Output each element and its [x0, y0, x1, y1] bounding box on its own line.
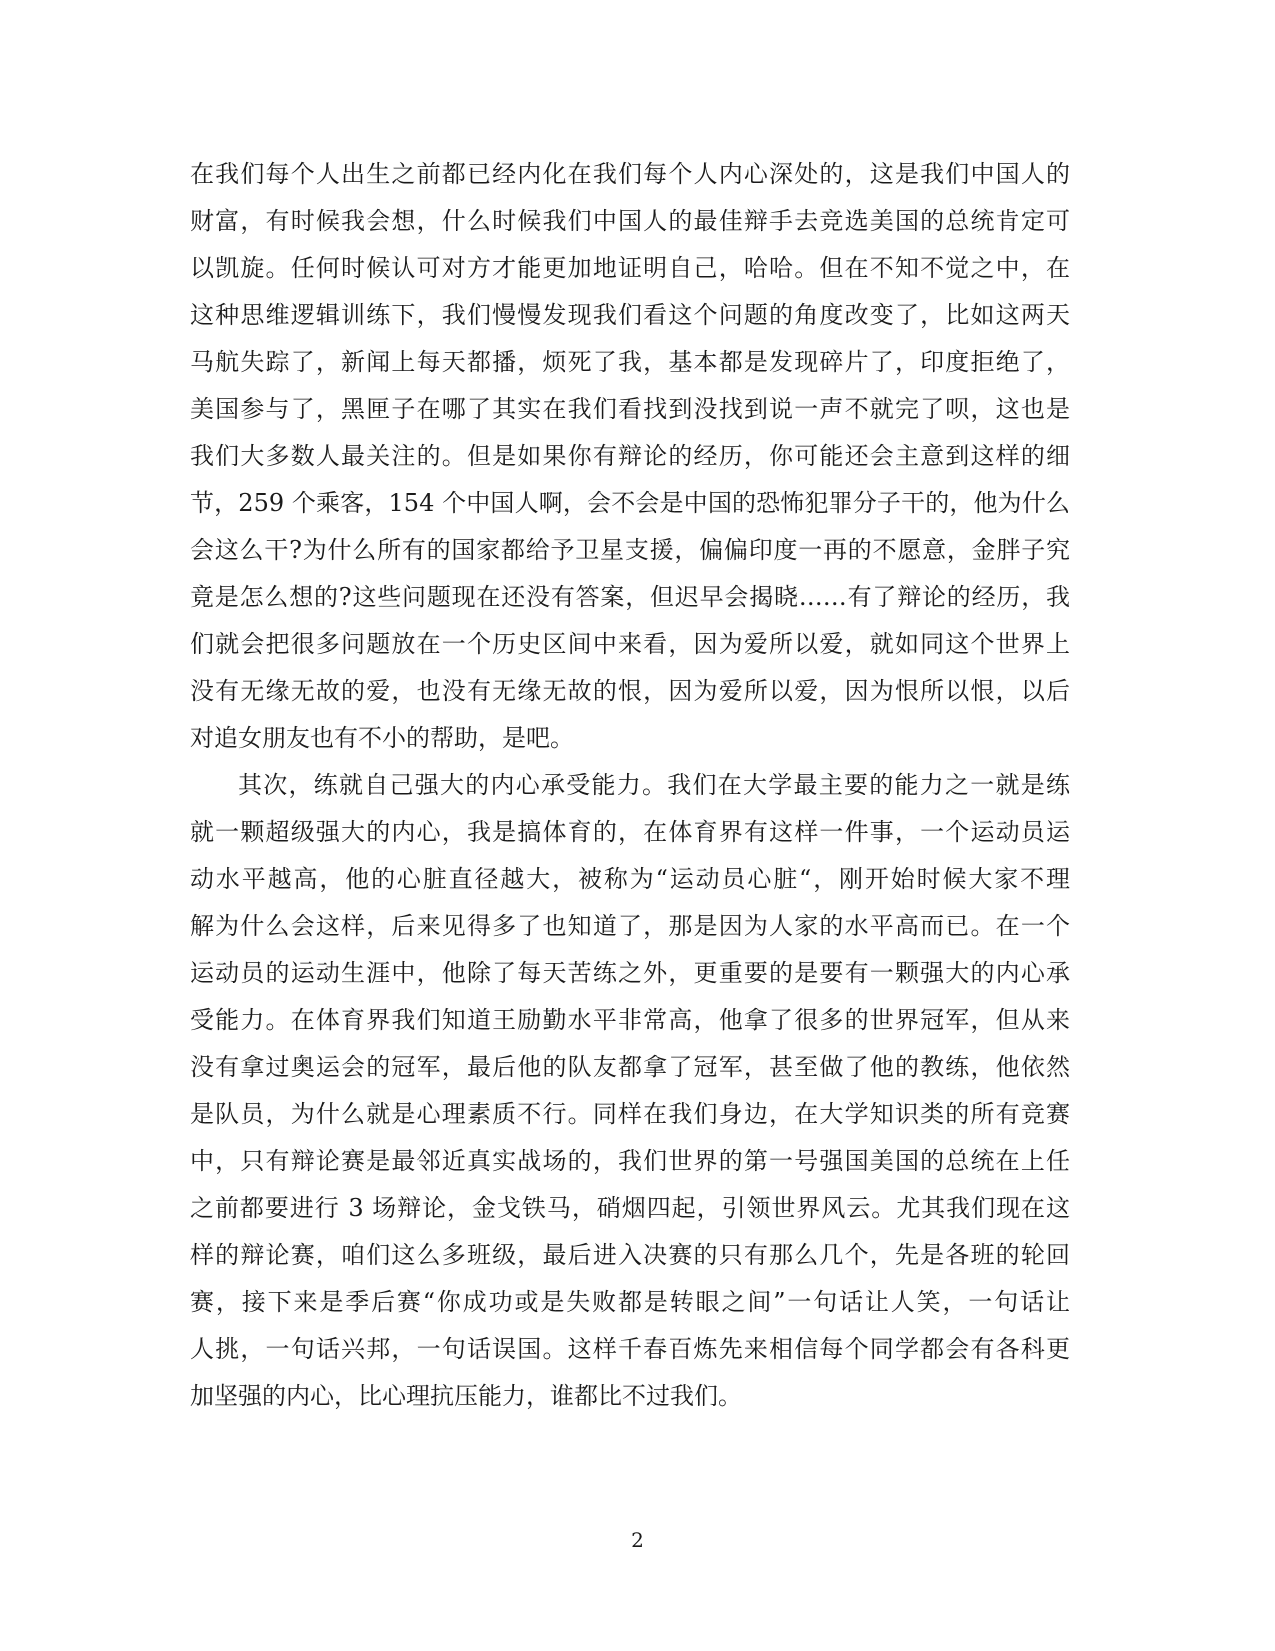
- text-line: 会这么干?为什么所有的国家都给予卫星支援，偏偏印度一再的不愿意，金胖子究: [190, 536, 1070, 564]
- text-line: 对追女朋友也有不小的帮助，是吧。: [190, 724, 574, 752]
- text-line: 解为什么会这样，后来见得多了也知道了，那是因为人家的水平高而已。在一个: [190, 912, 1070, 940]
- text-line: 加坚强的内心，比心理抗压能力，谁都比不过我们。: [190, 1382, 742, 1410]
- text-line: 是队员，为什么就是心理素质不行。同样在我们身边，在大学知识类的所有竞赛: [190, 1100, 1070, 1128]
- text-line: 其次，练就自己强大的内心承受能力。我们在大学最主要的能力之一就是练: [238, 771, 1070, 799]
- text-line: 之前都要进行 3 场辩论，金戈铁马，硝烟四起，引领世界风云。尤其我们现在这: [190, 1194, 1070, 1222]
- text-line: 美国参与了，黑匣子在哪了其实在我们看找到没找到说一声不就完了呗，这也是: [190, 395, 1070, 423]
- text-line: 马航失踪了，新闻上每天都播，烦死了我，基本都是发现碎片了，印度拒绝了，: [190, 348, 1070, 376]
- text-line: 在我们每个人出生之前都已经内化在我们每个人内心深处的，这是我们中国人的: [190, 160, 1070, 188]
- text-line: 人挑，一句话兴邦，一句话误国。这样千春百炼先来相信每个同学都会有各科更: [190, 1335, 1070, 1363]
- text-line: 竟是怎么想的?这些问题现在还没有答案，但迟早会揭晓……有了辩论的经历，我: [190, 583, 1070, 611]
- text-line: 没有无缘无故的爱，也没有无缘无故的恨，因为爱所以爱，因为恨所以恨，以后: [190, 677, 1070, 705]
- text-line: 样的辩论赛，咱们这么多班级，最后进入决赛的只有那么几个，先是各班的轮回: [190, 1241, 1070, 1269]
- text-line: 们就会把很多问题放在一个历史区间中来看，因为爱所以爱，就如同这个世界上: [190, 630, 1070, 658]
- text-line: 运动员的运动生涯中，他除了每天苦练之外，更重要的是要有一颗强大的内心承: [190, 959, 1070, 987]
- text-line: 动水平越高，他的心脏直径越大，被称为“运动员心脏“，刚开始时候大家不理: [190, 865, 1070, 893]
- text-line: 节，259 个乘客，154 个中国人啊，会不会是中国的恐怖犯罪分子干的，他为什么: [190, 489, 1070, 517]
- text-line: 就一颗超级强大的内心，我是搞体育的，在体育界有这样一件事，一个运动员运: [190, 818, 1070, 846]
- text-line: 财富，有时候我会想，什么时候我们中国人的最佳辩手去竞选美国的总统肯定可: [190, 207, 1070, 235]
- page-number: 2: [631, 1528, 644, 1552]
- text-line: 我们大多数人最关注的。但是如果你有辩论的经历，你可能还会主意到这样的细: [190, 442, 1070, 470]
- text-line: 中，只有辩论赛是最邻近真实战场的，我们世界的第一号强国美国的总统在上任: [190, 1147, 1070, 1175]
- text-line: 赛，接下来是季后赛“你成功或是失败都是转眼之间”一句话让人笑，一句话让: [190, 1288, 1070, 1316]
- text-line: 这种思维逻辑训练下，我们慢慢发现我们看这个问题的角度改变了，比如这两天: [190, 301, 1070, 329]
- text-line: 受能力。在体育界我们知道王励勤水平非常高，他拿了很多的世界冠军，但从来: [190, 1006, 1070, 1034]
- text-line: 没有拿过奥运会的冠军，最后他的队友都拿了冠军，甚至做了他的教练，他依然: [190, 1053, 1070, 1081]
- text-line: 以凯旋。任何时候认可对方才能更加地证明自己，哈哈。但在不知不觉之中，在: [190, 254, 1070, 282]
